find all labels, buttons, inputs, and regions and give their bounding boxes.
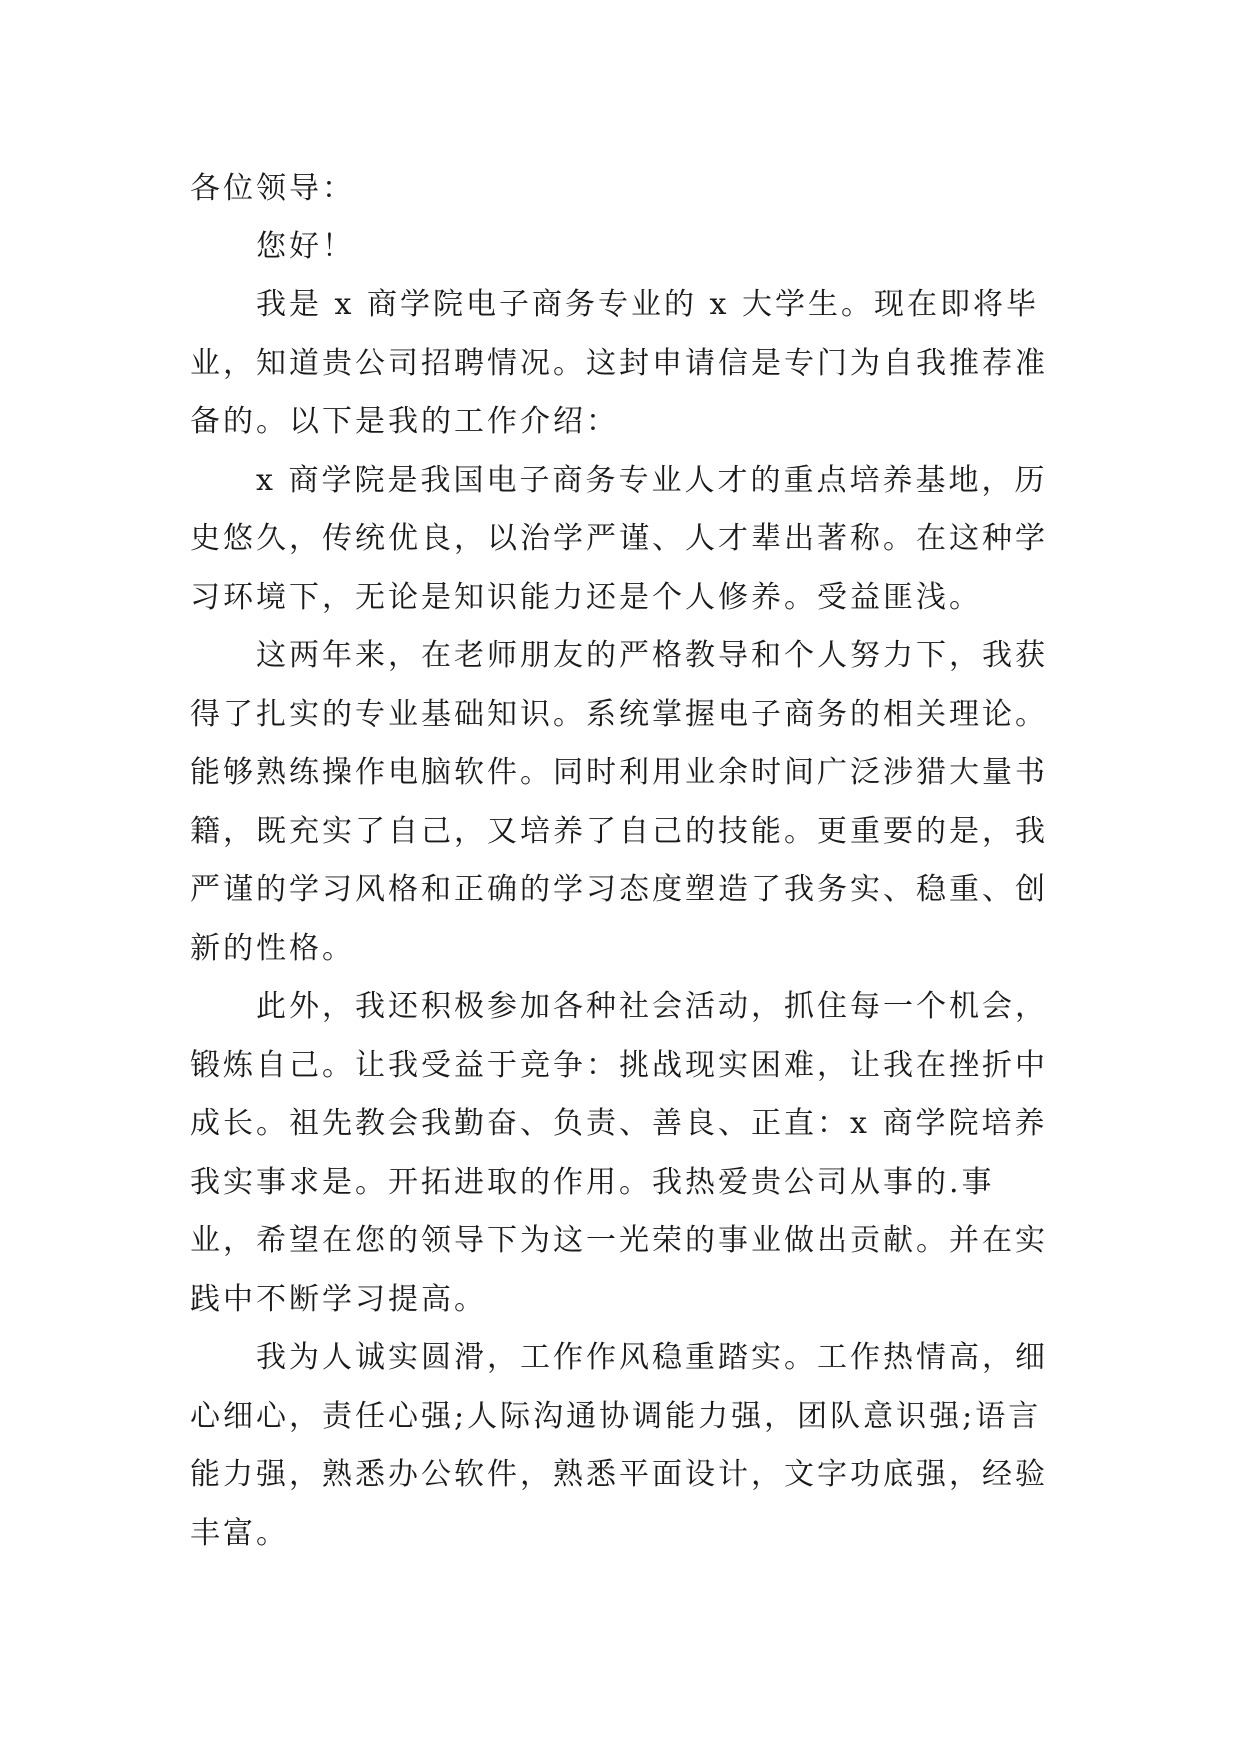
salutation: 各位领导：	[190, 171, 355, 206]
paragraph-activities: 此外，我还积极参加各种社会活动，抓住每一个机会，锻炼自己。让我受益于竞争：挑战现实困难，让我在挫折中成长。祖先教会我勤奋、负责、善良、正直：x 商学院培养我实事求是。开拓进取的作用。我热爱贵公司从事的.事业，希望在您的领导下为这一光荣的事业做出贡献。并在实践中不断学习提高。	[190, 989, 1048, 1317]
paragraph-personality: 我为人诚实圆滑，工作作风稳重踏实。工作热情高，细心细心，责任心强;人际沟通协调能力强，团队意识强;语言能力强，熟悉办公软件，熟悉平面设计，文字功底强，经验丰富。	[190, 1340, 1048, 1551]
paragraph-introduction: 我是 x 商学院电子商务专业的 x 大学生。现在即将毕业，知道贵公司招聘情况。这封申请信是专门为自我推荐准备的。以下是我的工作介绍：	[190, 287, 1048, 439]
greeting: 您好！	[256, 229, 355, 264]
paragraph-school: x 商学院是我国电子商务专业人才的重点培养基地，历史悠久，传统优良，以治学严谨、人才辈出著称。在这种学习环境下，无论是知识能力还是个人修养。受益匪浅。	[190, 462, 1048, 615]
document-page	[190, 160, 1060, 1563]
paragraph-study: 这两年来，在老师朋友的严格教导和个人努力下，我获得了扎实的专业基础知识。系统掌握电子商务的相关理论。能够熟练操作电脑软件。同时利用业余时间广泛涉猎大量书籍，既充实了自己，又培养了自己的技能。更重要的是，我严谨的学习风格和正确的学习态度塑造了我务实、稳重、创新的性格。	[190, 638, 1048, 966]
